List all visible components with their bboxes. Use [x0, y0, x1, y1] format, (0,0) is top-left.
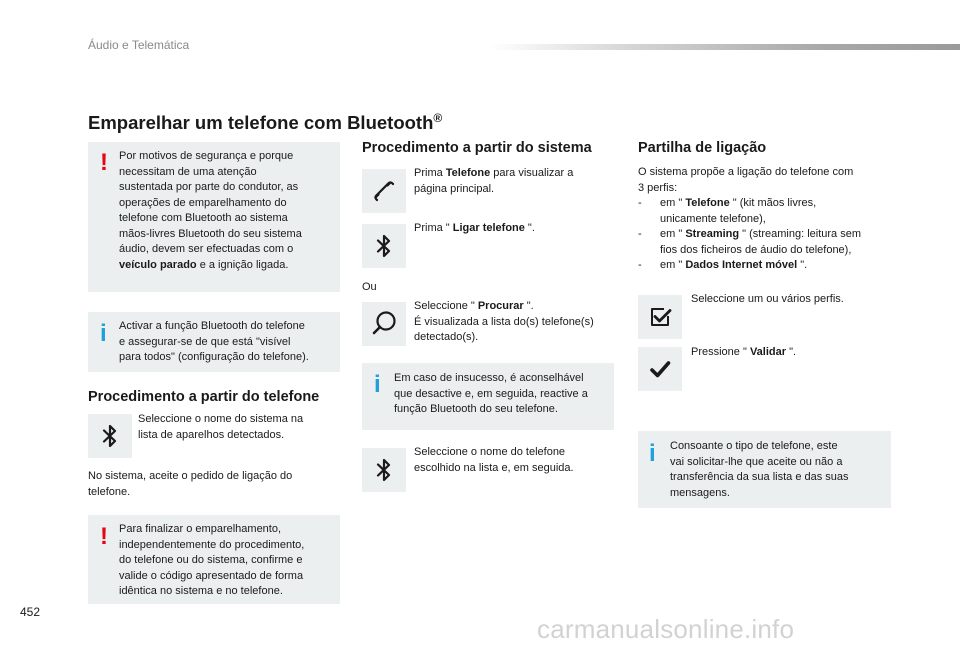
select-profiles-button — [638, 295, 682, 339]
profile-item-streaming: - em " Streaming " (streaming: leitura sem fios dos ficheiros de áudio do telefone), — [638, 228, 861, 256]
telephone-handset-icon — [368, 175, 400, 207]
telephone-button — [362, 169, 406, 213]
select-profiles-text: Seleccione um ou vários perfis. — [691, 293, 844, 305]
page-number: 452 — [20, 605, 41, 619]
info-icon: i — [649, 440, 656, 467]
search-button — [362, 302, 406, 346]
registered-mark: ® — [433, 111, 443, 125]
bluetooth-icon — [368, 454, 400, 486]
profiles-description: O sistema propõe a ligação do telefone com 3 perfis: - em " Telefone " (kit mãos livres, unicamente telefone), - em " Streaming " (streaming: leitura sem fios dos ficheiros de áudio do telefone), - em " Dados Internet móvel ". — [638, 165, 888, 274]
failure-info-box — [362, 363, 614, 430]
system-step-telephone: Prima Telefone para visualizar a página principal. — [414, 167, 574, 195]
validate-button — [638, 347, 682, 391]
watermark: carmanualsonline.info — [537, 614, 795, 644]
safety-warning-box — [88, 142, 340, 292]
search-icon — [368, 308, 400, 340]
system-step-select-phone: Seleccione o nome do telefone escolhido na lista e, em seguida. — [414, 446, 574, 474]
system-procedure-heading: Procedimento a partir do sistema — [362, 140, 592, 156]
bluetooth-activation-text: Activar a função Bluetooth do telefone e assegurar-se de que está "visível para todos" (configuração do telefone). — [119, 320, 309, 363]
transfer-info-text: Consoante o tipo de telefone, este vai solicitar-lhe que aceite ou não a transferência da sua lista e das suas mensagens. — [670, 440, 849, 499]
header-bar — [490, 44, 960, 50]
checkbox-checked-icon — [644, 301, 676, 333]
phone-procedure-heading: Procedimento a partir do telefone — [88, 389, 320, 405]
accept-request-text: No sistema, aceite o pedido de ligação do telefone. — [88, 470, 293, 498]
safety-warning-text: Por motivos de segurança e porque necessitam de uma atenção sustentada por parte do condutor, as operações de emparelhamento do telefone com Bluetooth ao sistema mãos-livres Bluetooth do seu sistema áudio, devem ser efectuadas com o veículo parado e a ignição ligada. — [119, 150, 302, 271]
bluetooth-icon — [368, 230, 400, 262]
info-icon: i — [100, 320, 107, 347]
phone-step-select-system: Seleccione o nome do sistema na lista de aparelhos detectados. — [138, 413, 304, 441]
system-step-connect-phone: Prima " Ligar telefone ". — [414, 222, 535, 234]
profiles-list — [638, 196, 888, 274]
connection-sharing-heading: Partilha de ligação — [638, 140, 767, 156]
warning-icon: ! — [100, 523, 108, 550]
validate-text: Pressione " Validar ". — [691, 346, 797, 358]
info-icon: i — [374, 371, 381, 398]
or-label: Ou — [362, 281, 377, 293]
profile-item-internet: - em " Dados Internet móvel ". — [638, 259, 808, 271]
bluetooth-icon — [94, 420, 126, 452]
page-title: Emparelhar um telefone com Bluetooth® — [88, 111, 443, 133]
warning-icon: ! — [100, 149, 108, 176]
pairing-code-warning-text: Para finalizar o emparelhamento, independentemente do procedimento, do telefone ou do sistema, confirme e valide o código apresentado de forma idêntica no sistema e no telefone. — [119, 523, 305, 597]
section-label: Áudio e Telemática — [88, 38, 190, 52]
pairing-code-warning-box — [88, 515, 340, 604]
bluetooth-button-phone — [88, 414, 132, 458]
failure-info-text: Em caso de insucesso, é aconselhável que desactive e, em seguida, reactive a função Bluetooth do seu telefone. — [394, 372, 588, 415]
checkmark-icon — [644, 353, 676, 385]
bluetooth-activation-info-box — [88, 312, 340, 372]
transfer-info-box — [638, 431, 891, 508]
profile-item-telefone: - em " Telefone " (kit mãos livres, unicamente telefone), — [638, 197, 817, 225]
bluetooth-button-select — [362, 448, 406, 492]
bluetooth-button-connect — [362, 224, 406, 268]
system-step-search: Seleccione " Procurar ". É visualizada a lista do(s) telefone(s) detectado(s). — [414, 300, 594, 343]
